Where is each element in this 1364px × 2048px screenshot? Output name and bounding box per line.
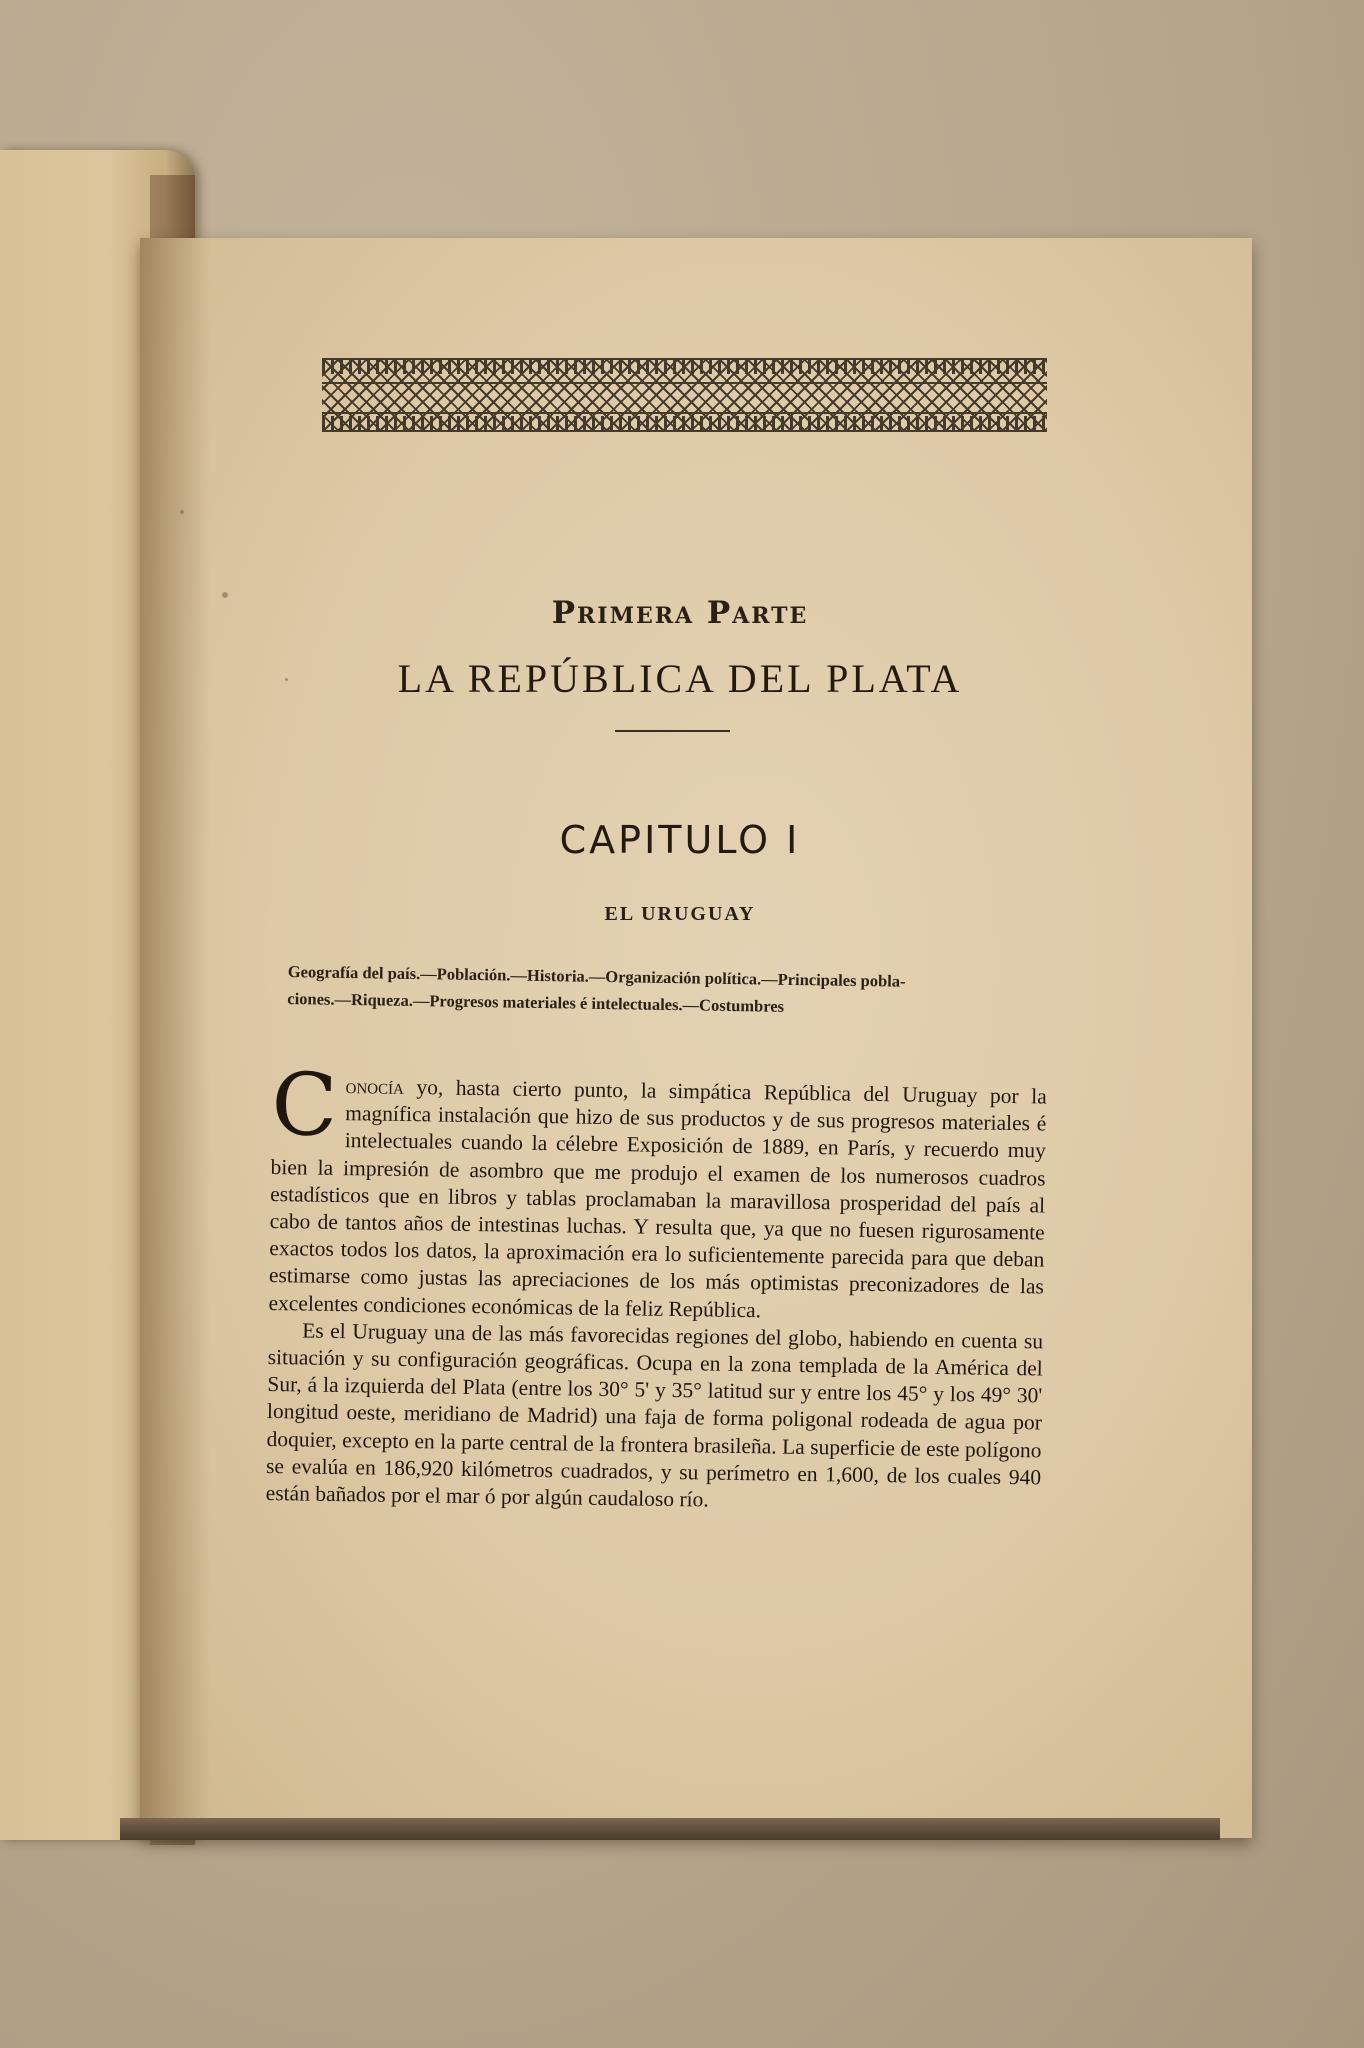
ornament-band: [322, 382, 1047, 414]
lead-in: onocía: [345, 1074, 405, 1099]
title-divider: [615, 730, 730, 732]
gutter-shadow: [140, 238, 210, 1838]
paragraph-1-text: yo, hasta cierto punto, la simpática República del Uruguay por la magnífica instalación que hizo de sus productos y de sus progresos materiales é intelectuales cuando la célebre Exposición de 1889, en París, y recuerdo muy bien la impresión de asombro que me produjo el examen de los numerosos cuadros estadísticos que en libros y tablas proclamaban la maravillosa prosperidad del país al cabo de tantos años de intestinas luchas. Y resulta que, ya que no fuesen rigurosamente exactos todos los datos, la aproximación era lo suficientemente parecida para que deban estimarse como justas las apreciaciones de los más optimistas preconizadores de las excelentes condiciones económicas de la feliz República.: [268, 1074, 1047, 1322]
summary-line-2: ciones.—Riqueza.—Progresos materiales é intelectuales.—Costumbres: [287, 988, 785, 1016]
paragraph-2: Es el Uruguay una de las más favorecidas regiones del globo, habiendo en cuenta su situación y su configuración geográficas. Ocupa en la zona templada de la América del Sur, á la izquierda del Plata (entre los 30° 5' y 35° latitud sur y entre los 45° y los 49° 30' longitud oeste, meridiano de Madrid) una faja de forma poligonal rodeada de agua por doquier, excepto en la parte central de la frontera brasileña. La superficie de este polígono se evalúa en 186,920 kilómetros cuadrados, y su perímetro en 1,600, de los cuales 940 están bañados por el mar ó por algún caudaloso río.: [265, 1318, 1044, 1512]
decorative-header-ornament: [322, 358, 1047, 432]
drop-cap: C: [270, 1055, 339, 1156]
book-bottom-edge: [120, 1818, 1220, 1840]
part-label: Primera Parte: [551, 595, 809, 631]
part-title: LA REPÚBLICA DEL PLATA: [397, 656, 963, 701]
summary-line-1: Geografía del país.—Población.—Historia.—Organización política.—Principales pobla-: [287, 961, 906, 991]
paragraph-1: [268, 1055, 1047, 1328]
chapter-title: CAPITULO I: [559, 818, 801, 862]
paper-speck: [180, 510, 184, 514]
chapter-subtitle: EL URUGUAY: [604, 903, 756, 925]
paper-speck: [285, 678, 288, 681]
right-page: [140, 238, 1252, 1838]
paper-speck: [222, 592, 228, 598]
body-text: [265, 1055, 1047, 1519]
